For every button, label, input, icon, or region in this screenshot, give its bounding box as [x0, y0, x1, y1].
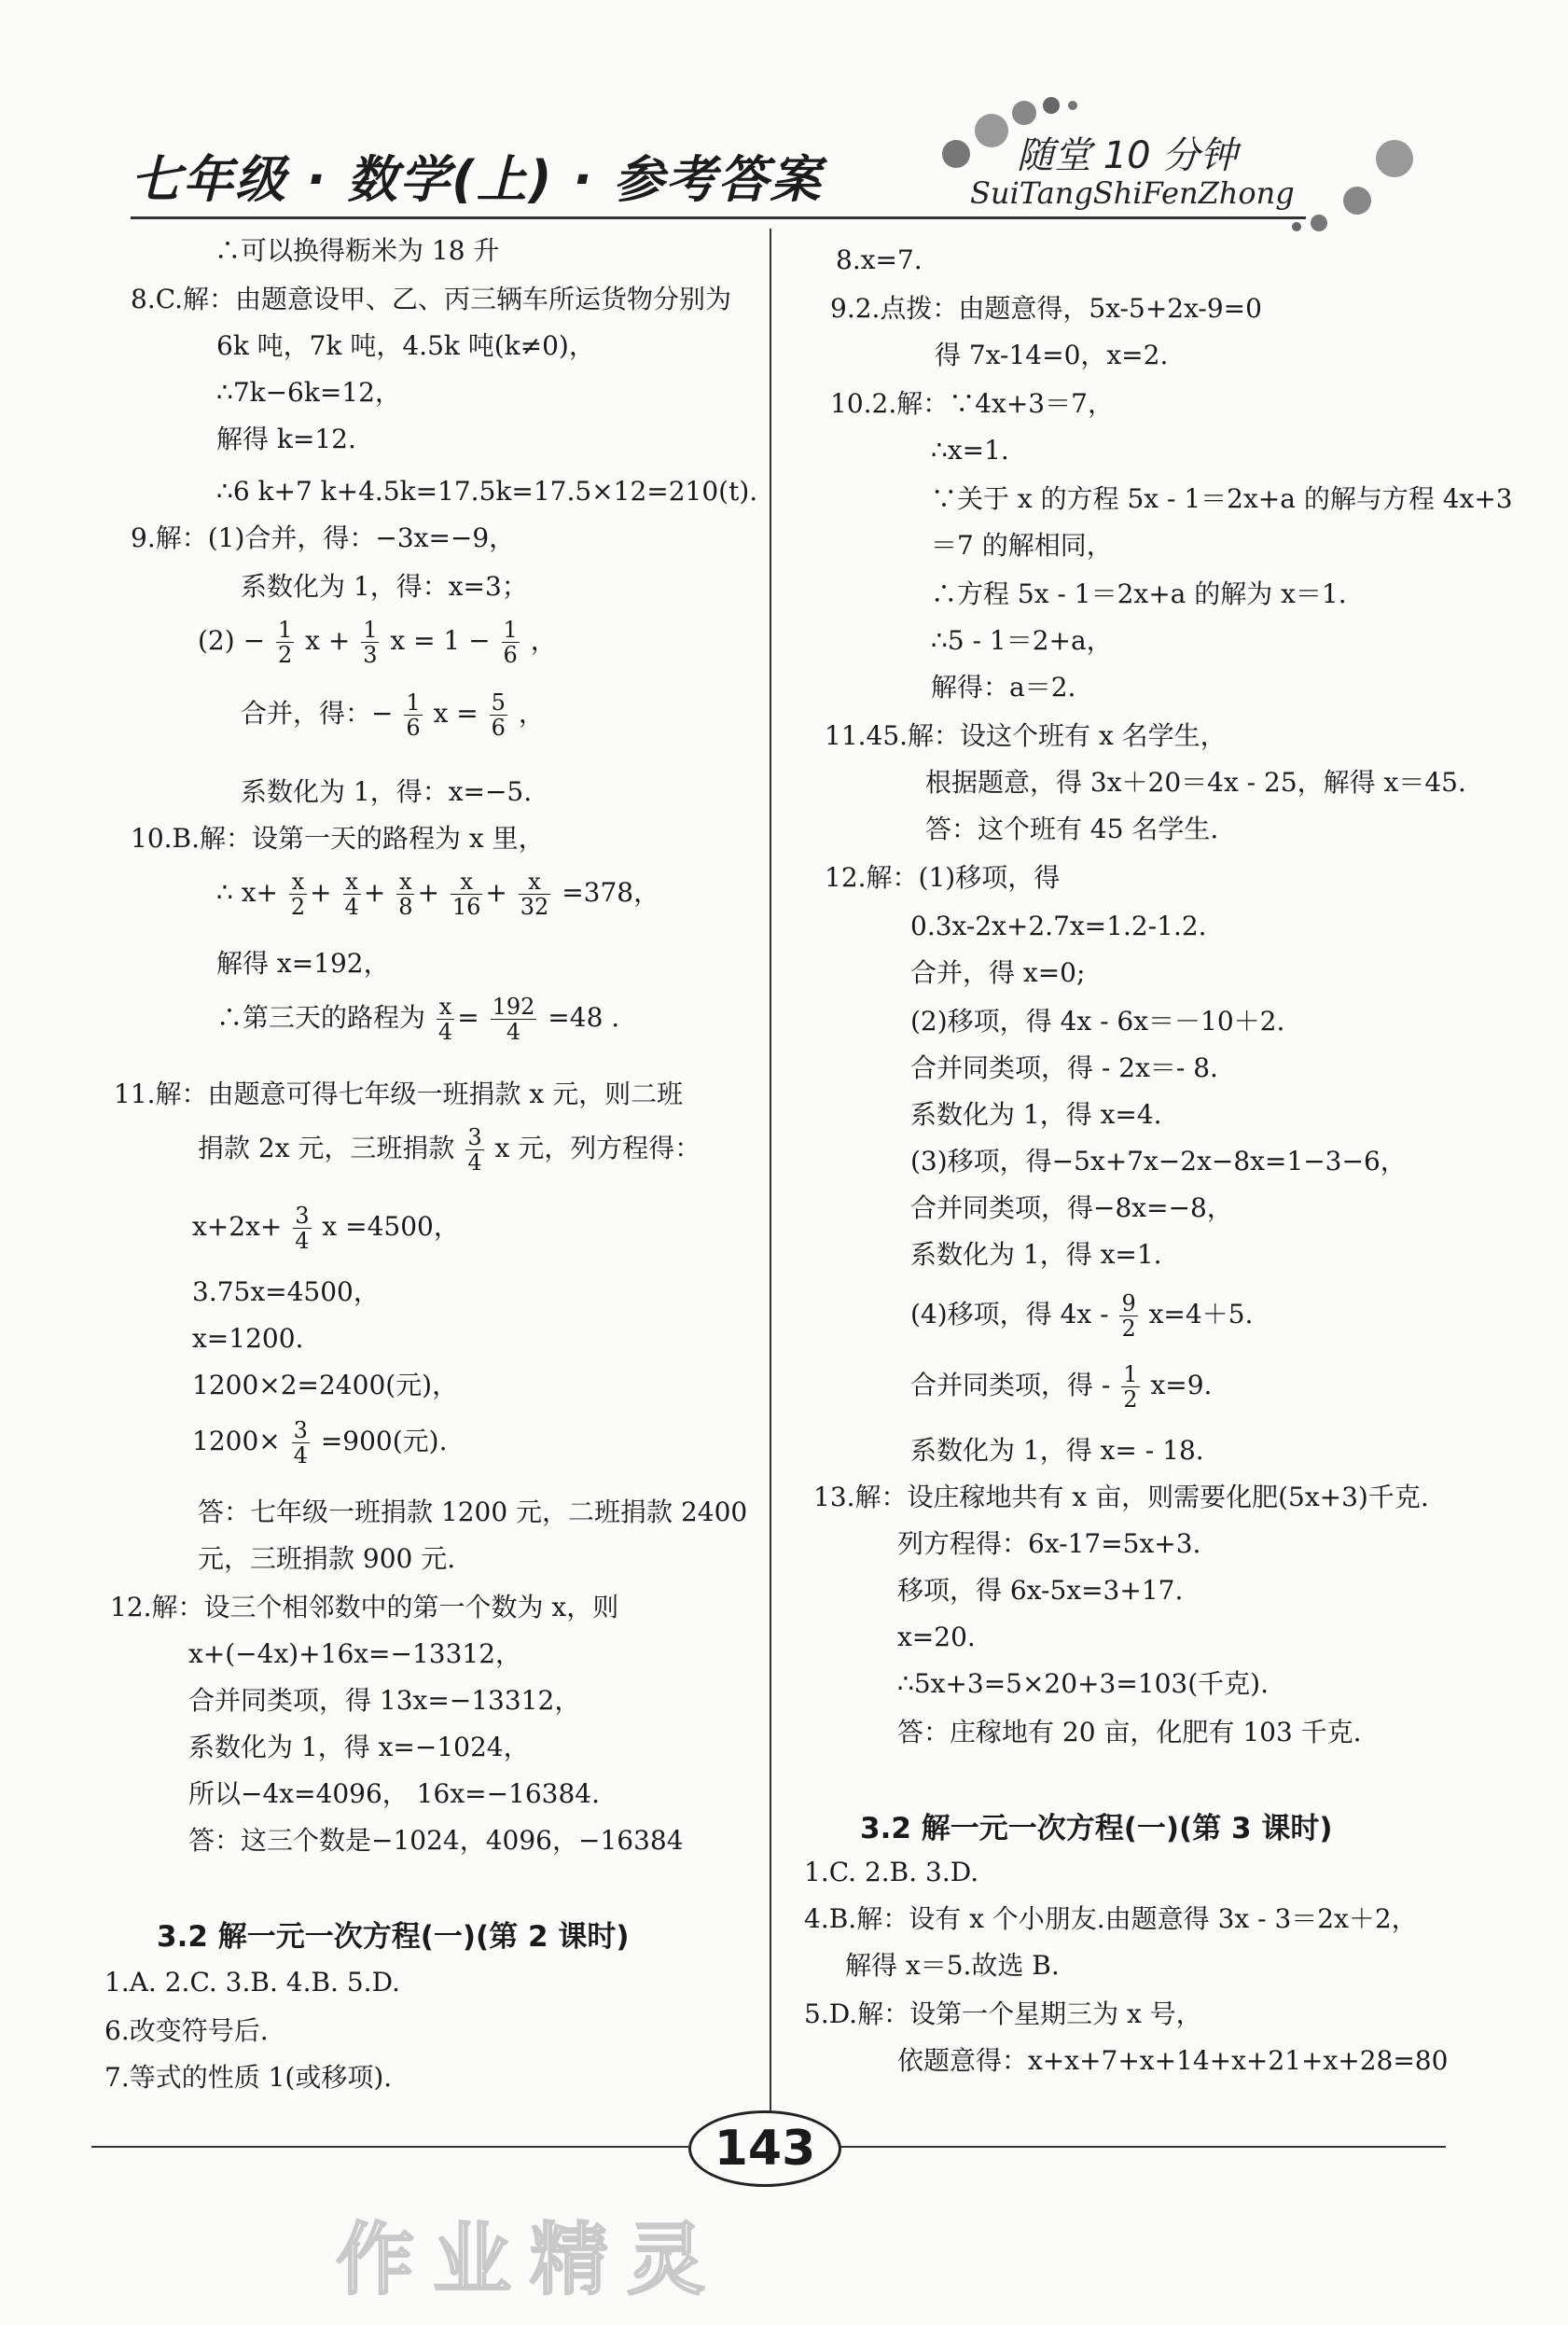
answer-line: 移项，得 6x-5x=3+17.: [897, 1575, 1184, 1606]
fraction-denominator: 2: [290, 894, 306, 920]
answer-line: 合并，得 x=0;: [910, 957, 1086, 988]
fraction-numerator: x: [437, 995, 454, 1020]
fraction-denominator: 2: [1121, 1316, 1136, 1342]
brand-logo-chinese: 随堂 10 分钟: [1017, 134, 1238, 177]
answer-line: x+(−4x)+16x=−13312，: [188, 1638, 522, 1669]
fraction: [437, 995, 454, 1044]
answer-line: 9.解：(1)合并，得：−3x=−9，: [131, 522, 516, 553]
fraction-denominator: 16: [451, 894, 481, 920]
section-heading: 3.2 解一元一次方程(一)(第 2 课时): [157, 1920, 630, 1954]
watermark: 作业精灵: [336, 2214, 725, 2305]
decorative-dot: [1311, 215, 1327, 231]
equation-line: ∴第三天的路程为 $\frac{x}{4}$ = $\frac{192}{4}$ =48 .: [216, 994, 620, 1045]
equation-text: x 元，列方程得：: [494, 1133, 701, 1163]
decorative-dot: [1376, 140, 1413, 177]
page-number: 143: [688, 2110, 841, 2187]
answer-line: 4.B.解：设有 x 个小朋友.由题意得 3x - 3＝2x＋2，: [804, 1903, 1418, 1934]
fraction: [519, 870, 551, 919]
equation-text: 合并，得：−: [241, 698, 394, 729]
answer-line: 0.3x-2x+2.7x=1.2-1.2.: [910, 911, 1207, 941]
fraction: [502, 618, 520, 667]
equation-line: [198, 618, 557, 667]
answer-line: 13.解：设庄稼地共有 x 亩，则需要化肥(5x+3)千克.: [813, 1482, 1429, 1512]
answer-line: 5.D.解：设第一个星期三为 x 号，: [804, 1998, 1202, 2029]
answer-line: 合并同类项，得 13x=−13312，: [188, 1685, 581, 1716]
fraction-numerator: 1: [363, 617, 378, 643]
answer-line: (3)移项，得−5x+7x−2x−8x=1−3−6，: [910, 1146, 1407, 1176]
equation-text: x +: [305, 625, 351, 656]
fraction: [292, 1418, 310, 1468]
fraction-numerator: 3: [295, 1203, 310, 1229]
answer-line: 解得 x＝5.故选 B.: [845, 1950, 1060, 1981]
fraction-denominator: 4: [293, 1442, 308, 1469]
fraction-numerator: 192: [492, 994, 535, 1020]
answer-line: 系数化为 1，得：x=3；: [241, 571, 528, 602]
fraction-denominator: 3: [363, 642, 378, 668]
decorative-dot: [942, 140, 970, 168]
answer-line: 依题意得：x+x+7+x+14+x+21+x+28=80: [897, 2045, 1449, 2076]
answer-line: ∴7k−6k=12，: [216, 377, 401, 408]
answer-line: ∴5 - 1＝2+a，: [931, 625, 1113, 656]
answer-line: 6.改变符号后.: [104, 2015, 269, 2046]
decorative-dot: [1343, 187, 1371, 215]
equation-text: x+2x+: [192, 1211, 283, 1242]
fraction: [396, 870, 414, 919]
decorative-dot: [975, 114, 1008, 147]
answer-line: 合并同类项，得−8x=−8，: [910, 1192, 1233, 1223]
decorative-dot: [1012, 101, 1036, 125]
equation-text: 捐款 2x 元，三班捐款: [198, 1133, 455, 1163]
fraction: [404, 690, 422, 740]
answer-line: 系数化为 1，得 x=−1024，: [188, 1732, 530, 1762]
answer-line: 所以−4x=4096， 16x=−16384.: [188, 1778, 601, 1809]
answer-line: ∴5x+3=5×20+3=103(千克).: [897, 1668, 1269, 1699]
equation-text: x=9.: [1150, 1370, 1213, 1400]
fraction-denominator: 32: [520, 894, 549, 920]
answer-line: 解得 x=192，: [216, 948, 390, 979]
answer-line: 系数化为 1，得 x=1.: [910, 1239, 1162, 1270]
equation-text: =900(元).: [320, 1426, 448, 1456]
fraction: [491, 995, 537, 1044]
fraction: [289, 870, 307, 919]
equation-line: [910, 1362, 1212, 1412]
equation-text: 1200×: [192, 1426, 281, 1456]
answer-line: 答：七年级一班捐款 1200 元，二班捐款 2400: [198, 1497, 748, 1527]
answer-line: 11.45.解：设这个班有 x 名学生，: [825, 720, 1227, 751]
answer-line: ∴方程 5x - 1＝2x+a 的解为 x＝1.: [931, 578, 1347, 609]
fraction: [1119, 1291, 1137, 1341]
fraction-denominator: 4: [437, 1019, 453, 1045]
answer-line: 系数化为 1，得 x=4.: [910, 1099, 1162, 1130]
fraction-denominator: 2: [277, 642, 293, 668]
fraction-numerator: x: [343, 870, 361, 895]
decorative-dot: [1068, 101, 1077, 110]
equation-text: x = 1 −: [390, 625, 491, 656]
fraction: [361, 618, 379, 667]
fraction-denominator: 4: [344, 894, 359, 920]
fraction-numerator: x: [289, 870, 307, 895]
fraction-numerator: x: [519, 870, 551, 895]
fraction-numerator: 3: [293, 1417, 308, 1443]
fraction-denominator: 6: [406, 715, 421, 741]
answer-line: 解得：a＝2.: [931, 672, 1076, 703]
fraction-denominator: 4: [506, 1019, 521, 1045]
answer-line: 合并同类项，得 - 2x＝- 8.: [910, 1052, 1218, 1083]
fraction: [343, 870, 361, 919]
header-rule: [131, 216, 1306, 219]
answer-line: 根据题意，得 3x＋20＝4x - 25，解得 x＝45.: [925, 767, 1466, 798]
answer-line: 答：这三个数是−1024，4096，−16384: [188, 1825, 684, 1856]
answer-line: ∴x=1.: [931, 435, 1009, 466]
equation-text: =48 .: [548, 1002, 620, 1033]
equation-text: =378，: [562, 877, 660, 908]
equation-text: x =: [433, 698, 479, 729]
answer-line: 系数化为 1，得：x=−5.: [241, 776, 533, 807]
answer-line: 6k 吨，7k 吨，4.5k 吨(k≠0)，: [216, 330, 595, 361]
fraction-numerator: x: [396, 870, 414, 895]
answer-line: 得 7x-14=0，x=2.: [935, 340, 1169, 370]
answer-line: ∴6 k+7 k+4.5k=17.5k=17.5×12=210(t).: [216, 476, 758, 507]
equation-text: ，: [518, 698, 545, 729]
answer-line: 答：这个班有 45 名学生.: [925, 814, 1219, 844]
answer-line: 7.等式的性质 1(或移项).: [104, 2062, 393, 2093]
answer-line: 10.B.解：设第一天的路程为 x 里，: [131, 823, 545, 854]
answer-line: 8.C.解：由题意设甲、乙、丙三辆车所运货物分别为: [131, 284, 732, 314]
fraction-numerator: 5: [491, 689, 506, 716]
equation-line: [241, 690, 545, 740]
answer-line: x=20.: [897, 1622, 976, 1652]
fraction-numerator: 1: [503, 617, 518, 643]
footer-rule-right: [836, 2146, 1446, 2148]
section-heading: 3.2 解一元一次方程(一)(第 3 课时): [860, 1812, 1333, 1845]
brand-logo-pinyin: SuiTangShiFenZhong: [970, 175, 1295, 211]
equation-line: [910, 1291, 1253, 1341]
equation-line: [192, 1418, 447, 1468]
answer-line: 元，三班捐款 900 元.: [198, 1543, 456, 1574]
equation-text: x=4＋5.: [1148, 1299, 1254, 1330]
equation-text: (4)移项，得 4x -: [910, 1299, 1109, 1330]
fraction: [1121, 1362, 1139, 1412]
answer-line: ∵关于 x 的方程 5x - 1＝2x+a 的解与方程 4x+3: [931, 483, 1513, 514]
answer-line: 列方程得：6x-17=5x+3.: [897, 1528, 1201, 1559]
equation-line: ∴ x+ $\frac{x}{2}$ + $\frac{x}{4}$ + $\frac{x}{8}$ + $\frac{x}{16}$ + $\frac{x}{32}$ =378，: [216, 869, 660, 920]
answer-line: x=1200.: [192, 1323, 304, 1354]
footer-rule-left: [91, 2146, 688, 2148]
answer-line: 1200×2=2400(元)，: [192, 1370, 459, 1400]
answer-line: 8.x=7.: [836, 244, 923, 275]
equation-text: x =4500，: [322, 1211, 460, 1242]
fraction-numerator: 1: [406, 689, 421, 716]
fraction-denominator: 8: [398, 894, 413, 920]
fraction-denominator: 4: [295, 1228, 310, 1254]
fraction: [276, 618, 294, 667]
decorative-dot: [1043, 97, 1060, 114]
answer-line: 1.A. 2.C. 3.B. 4.B. 5.D.: [104, 1967, 400, 1998]
answer-line: 答：庄稼地有 20 亩，化肥有 103 千克.: [897, 1717, 1362, 1747]
fraction: [451, 870, 483, 919]
decorative-dot: [1292, 222, 1301, 231]
equation-text: ∴第三天的路程为: [216, 1002, 426, 1033]
equation-text: 合并同类项，得 -: [910, 1370, 1111, 1400]
page-header-title: 七年级 · 数学(上) · 参考答案: [131, 150, 823, 209]
equation-text: (2) −: [198, 625, 266, 656]
answer-line: 1.C. 2.B. 3.D.: [804, 1857, 979, 1887]
fraction: [490, 690, 507, 740]
answer-line: 11.解：由题意可得七年级一班捐款 x 元，则二班: [114, 1079, 684, 1109]
fraction-denominator: 4: [467, 1149, 482, 1176]
answer-line: (2)移项，得 4x - 6x＝－10＋2.: [910, 1006, 1285, 1037]
answer-line: 解得 k=12.: [216, 424, 356, 454]
equation-line: [192, 1204, 460, 1253]
fraction-numerator: 1: [277, 617, 293, 643]
fraction-denominator: 2: [1123, 1386, 1138, 1413]
equation-text: ∴ x+: [216, 877, 278, 908]
answer-line: 9.2.点拨：由题意得，5x-5+2x-9=0: [830, 293, 1262, 324]
equation-text: ，: [530, 625, 557, 656]
answer-line: ∴可以换得粝米为 18 升: [215, 235, 500, 266]
equation-line: [198, 1125, 701, 1175]
answer-line: 3.75x=4500，: [192, 1276, 380, 1307]
fraction: [465, 1125, 483, 1175]
answer-line: 12.解：设三个相邻数中的第一个数为 x，则: [110, 1592, 619, 1622]
column-divider: [770, 229, 771, 2113]
fraction: [293, 1204, 311, 1253]
fraction-numerator: 9: [1121, 1290, 1136, 1316]
answer-line: 12.解：(1)移项，得: [825, 862, 1061, 893]
fraction-numerator: 1: [1123, 1361, 1138, 1387]
answer-line: ＝7 的解相同，: [931, 530, 1113, 561]
answer-line: 10.2.解：∵4x+3＝7，: [830, 388, 1114, 419]
answer-line: 系数化为 1，得 x= - 18.: [910, 1435, 1204, 1466]
fraction-numerator: 3: [467, 1124, 482, 1150]
fraction-denominator: 6: [503, 642, 518, 668]
fraction-numerator: x: [451, 870, 483, 895]
fraction-denominator: 6: [491, 715, 506, 741]
